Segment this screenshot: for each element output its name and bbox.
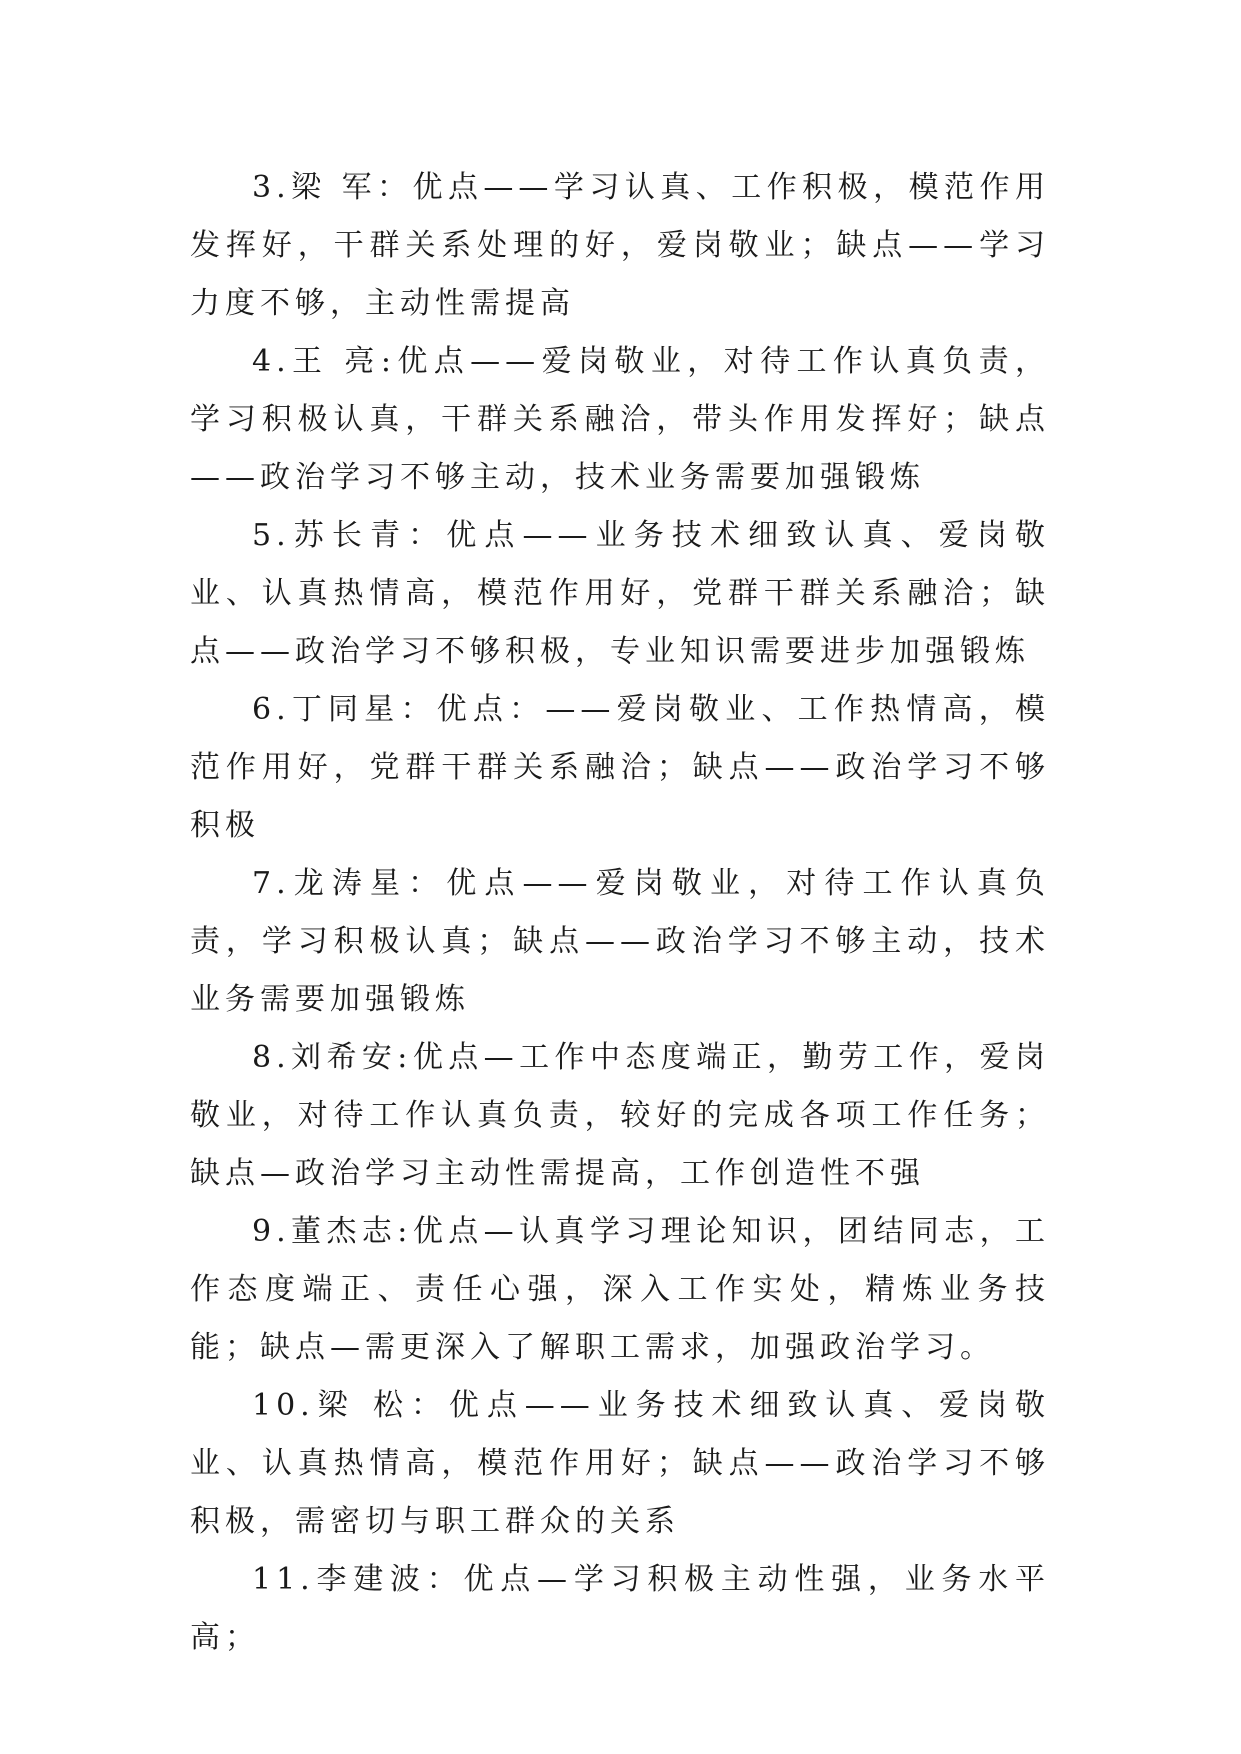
evaluation-paragraph: 4.王 亮:优点——爱岗敬业，对待工作认真负责，学习积极认真，干群关系融洽，带头作用发挥好；缺点——政治学习不够主动，技术业务需要加强锻炼 <box>190 344 1050 495</box>
document-body <box>190 159 1050 1667</box>
evaluation-paragraph: 11.李建波：优点—学习积极主动性强，业务水平高； <box>190 1562 1050 1655</box>
evaluation-paragraph: 9.董杰志:优点—认真学习理论知识，团结同志，工作态度端正、责任心强，深入工作实处，精炼业务技能；缺点—需更深入了解职工需求，加强政治学习。 <box>190 1214 1050 1365</box>
evaluation-paragraph: 8.刘希安:优点—工作中态度端正，勤劳工作，爱岗敬业，对待工作认真负责，较好的完成各项工作任务；缺点—政治学习主动性需提高，工作创造性不强 <box>190 1040 1050 1191</box>
evaluation-paragraph: 10.梁 松：优点——业务技术细致认真、爱岗敬业、认真热情高，模范作用好；缺点——政治学习不够积极，需密切与职工群众的关系 <box>190 1388 1050 1539</box>
evaluation-paragraph: 5.苏长青：优点——业务技术细致认真、爱岗敬业、认真热情高，模范作用好，党群干群关系融洽；缺点——政治学习不够积极，专业知识需要进步加强锻炼 <box>190 518 1050 669</box>
evaluation-paragraph: 6.丁同星：优点：——爱岗敬业、工作热情高，模范作用好，党群干群关系融洽；缺点——政治学习不够积极 <box>190 692 1050 843</box>
evaluation-paragraph: 7.龙涛星：优点——爱岗敬业，对待工作认真负责，学习积极认真；缺点——政治学习不够主动，技术业务需要加强锻炼 <box>190 866 1050 1017</box>
evaluation-paragraph: 3.梁 军：优点——学习认真、工作积极，模范作用发挥好，干群关系处理的好，爱岗敬业；缺点——学习力度不够，主动性需提高 <box>190 170 1050 321</box>
